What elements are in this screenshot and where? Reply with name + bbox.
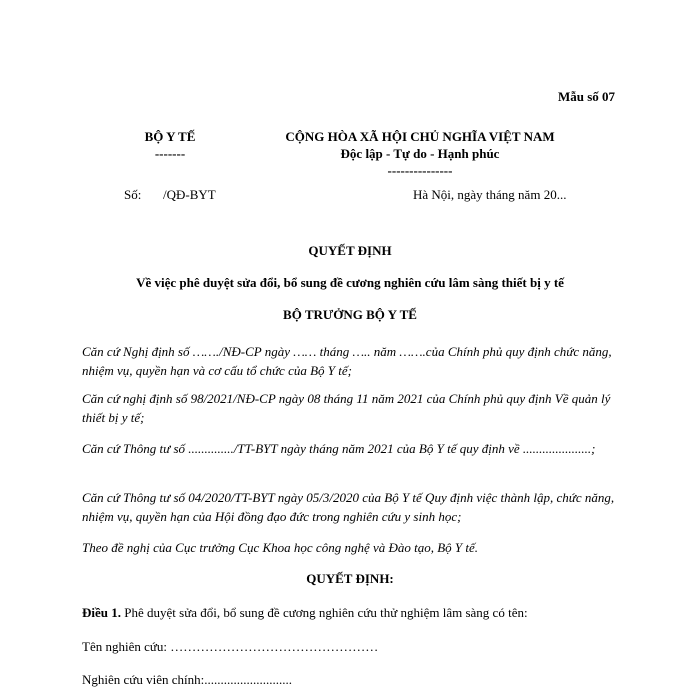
document-subject: Về việc phê duyệt sửa đổi, bổ sung đề cương nghiên cứu lâm sàng thiết bị y tế — [136, 275, 564, 290]
basis-paragraph: Căn cứ nghị định số 98/2021/NĐ-CP ngày 08 tháng 11 năm 2021 của Chính phủ quy định Về quản lý thiết bị y tế; — [82, 391, 611, 425]
decision-heading: QUYẾT ĐỊNH: — [306, 571, 394, 586]
place-date: Hà Nội, ngày tháng năm 20... — [413, 187, 567, 202]
issuer-name: BỘ Y TẾ — [144, 129, 196, 144]
basis-paragraph: Căn cứ Nghị định số ……./NĐ-CP ngày …… tháng ….. năm …….của Chính phủ quy định chức năng, nhiệm vụ, quyền hạn và cơ cấu tổ chức của Bộ Y tế; — [82, 344, 612, 378]
authority-title: BỘ TRƯỞNG BỘ Y TẾ — [283, 307, 417, 322]
ref-number-code: /QĐ-BYT — [163, 187, 216, 202]
article-1 — [82, 605, 528, 621]
basis-paragraph: Căn cứ Thông tư số ............../TT-BYT ngày tháng năm 2021 của Bộ Y tế quy định về .....................; — [82, 441, 596, 456]
basis-paragraph: Căn cứ Thông tư số 04/2020/TT-BYT ngày 05/3/2020 của Bộ Y tế Quy định việc thành lập, chức năng, nhiệm vụ, quyền hạn của Hội đồng đạo đức trong nghiên cứu y sinh học; — [82, 490, 615, 524]
form-number: Mẫu số 07 — [558, 89, 616, 104]
nation-motto: Độc lập - Tự do - Hạnh phúc — [340, 146, 500, 161]
basis-paragraph: Theo đề nghị của Cục trưởng Cục Khoa học công nghệ và Đào tạo, Bộ Y tế. — [82, 540, 479, 555]
nation-rule: --------------- — [387, 163, 453, 178]
issuer-rule: ------- — [154, 146, 186, 161]
study-name-field: Tên nghiên cứu: ………………………………………… — [82, 639, 379, 654]
principal-investigator-field: Nghiên cứu viên chính:........................... — [82, 672, 292, 687]
article-1-label: Điều 1. — [82, 605, 121, 620]
document-type: QUYẾT ĐỊNH — [308, 243, 392, 258]
ref-number-label: Số: — [124, 187, 142, 202]
article-1-text: Phê duyệt sửa đổi, bổ sung đề cương nghiên cứu thử nghiệm lâm sàng có tên: — [121, 605, 528, 620]
nation-name: CỘNG HÒA XÃ HỘI CHỦ NGHĨA VIỆT NAM — [285, 129, 555, 144]
